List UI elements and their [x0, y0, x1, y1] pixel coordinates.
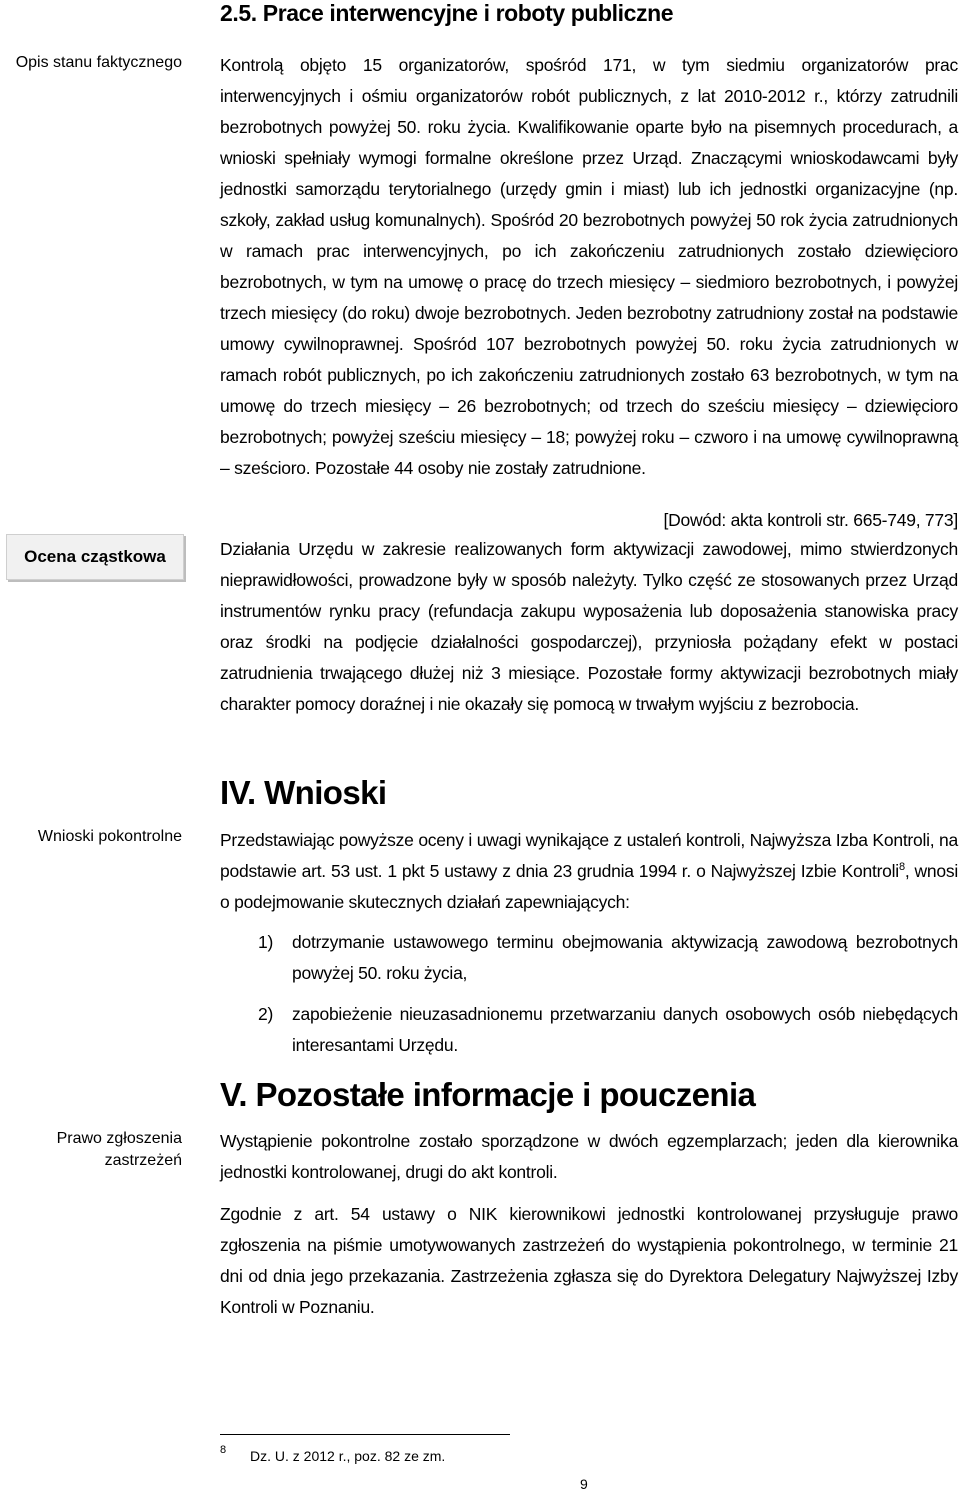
footnote-text: Dz. U. z 2012 r., poz. 82 ze zm.: [250, 1448, 446, 1464]
list-item-number: 1): [258, 932, 274, 952]
heading-pozostale-informacje: V. Pozostałe informacje i pouczenia: [220, 1076, 756, 1113]
list-item-text: zapobieżenie nieuzasadnionemu przetwarzaniu danych osobowych osób niebędących interesantami Urzędu.: [292, 1004, 958, 1055]
v-paragraph-2: Zgodnie z art. 54 ustawy o NIK kierownikowi jednostki kontrolowanej przysługuje prawo zgłoszenia na piśmie umotywowanych zastrzeżeń do wystąpienia pokontrolnego, w terminie 21 dni od dnia jego przekazania. Zastrzeżenia zgłasza się do Dyrektora Delegatury Najwyższej Izby Kontroli w Poznaniu.: [220, 1204, 958, 1317]
list-item-number: 2): [258, 1004, 274, 1024]
wnioski-intro-text-b: , wnosi o podejmowanie skutecznych działań zapewniających:: [220, 861, 959, 912]
sidebar-label-opis: Opis stanu faktycznego: [15, 54, 182, 71]
section-heading: 2.5. Prace interwencyjne i roboty publiczne: [220, 0, 674, 26]
ocena-paragraph: Działania Urzędu w zakresie realizowanych form aktywizacji zawodowej, mimo stwierdzonych nieprawidłowości, prowadzone były w sposób należyty. Tylko część ze stosowanych przez Urząd instrumentów rynku pracy (refundacja zakupu wyposażenia lub doposażenia stanowiska pracy oraz środki na podjęcie działalności gospodarczej), przyniosła pożądany efekt w postaci zatrudnienia trwającego dłużej niż 3 miesiące. Pozostałe formy aktywizacji bezrobotnych miały charakter pomocy doraźnej i nie okazały się pomocą w trwałym wyjściu z bezrobocia.: [220, 539, 958, 714]
opis-paragraph: Kontrolą objęto 15 organizatorów, spośród 171, w tym siedmiu organizatorów prac interwencyjnych i ośmiu organizatorów robót publicznych, z lat 2010-2012 r., którzy zatrudnili bezrobotnych powyżej 50. roku życia. Kwalifikowanie oparte było na pisemnych procedurach, a wnioski spełniały wymogi formalne określone przez Urząd. Znaczącymi wnioskodawcami były jednostki samorządu terytorialnego (urzędy gmin i miast) lub ich jednostki organizacyjne (np. szkoły, zakład usług komunalnych). Spośród 20 bezrobotnych powyżej 50 rok życia zatrudnionych w ramach prac interwencyjnych, po ich zakończeniu zatrudnionych zostało dziewięcioro bezrobotnych, w tym na umowę o pracę do trzech miesięcy – siedmioro bezrobotnych, i powyżej trzech miesięcy (do roku) dwoje bezrobotnych. Jeden bezrobotny zatrudniony został na podstawie umowy cywilnoprawnej. Spośród 107 bezrobotnych powyżej 50. roku życia zatrudnionych w ramach robót publicznych, po ich zakończeniu zatrudnionych zostało 63 bezrobotnych, w tym na umowę do trzech miesięcy – 26 bezrobotnych; od trzech do sześciu miesięcy – dziewięcioro bezrobotnych; powyżej sześciu miesięcy – 18; powyżej roku – czworo i na umowę cywilnoprawną – sześcioro. Pozostałe 44 osoby nie zostały zatrudnione.: [220, 55, 958, 478]
heading-wnioski: IV. Wnioski: [220, 774, 387, 811]
v-paragraph-1: Wystąpienie pokontrolne zostało sporządzone w dwóch egzemplarzach; jeden dla kierownika jednostki kontrolowanej, drugi do akt kontroli.: [220, 1131, 958, 1182]
list-item: [220, 999, 958, 1061]
sidebar-label-prawo: Prawo zgłoszenia zastrzeżeń: [56, 1130, 182, 1169]
wnioski-list: [220, 927, 958, 1071]
evidence-reference: [Dowód: akta kontroli str. 665-749, 773]: [663, 510, 958, 530]
page-number: 9: [580, 1476, 588, 1492]
footnote-separator: [220, 1434, 510, 1435]
wnioski-intro: [220, 825, 958, 918]
list-item: [220, 927, 958, 989]
sidebar-label-wnioski: Wnioski pokontrolne: [37, 828, 182, 845]
footnote-ref[interactable]: 8: [898, 861, 905, 874]
footnote-number: 8: [220, 1444, 227, 1456]
wnioski-intro-text-a: Przedstawiając powyższe oceny i uwagi wynikające z ustaleń kontroli, Najwyższa Izba Kontroli, na podstawie art. 53 ust. 1 pkt 5 ustawy z dnia 23 grudnia 1994 r. o Najwyższej Izbie Kontroli: [220, 830, 958, 881]
list-item-text: dotrzymanie ustawowego terminu obejmowania aktywizacją zawodową bezrobotnych powyżej 50. roku życia,: [292, 932, 958, 983]
sidebar-label-ocena: Ocena cząstkowa: [6, 534, 184, 580]
